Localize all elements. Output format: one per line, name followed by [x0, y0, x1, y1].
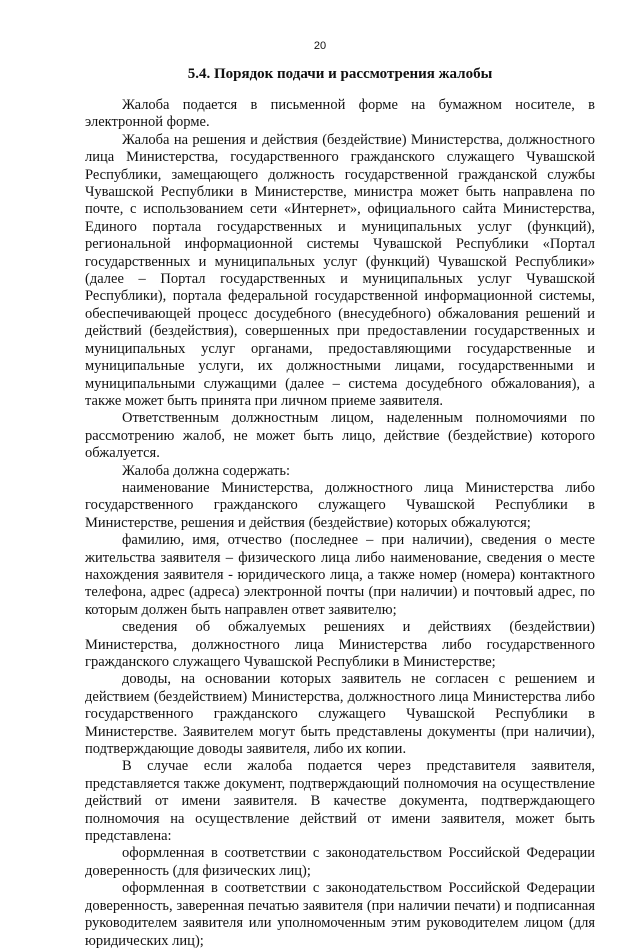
page-number: 20 — [313, 40, 327, 52]
body-text — [85, 97, 595, 950]
paragraph: доводы, на основании которых заявитель не согласен с решением и действием (бездействием) Министерства, должностного лица Министерства либо государственного гражданского служащего Чувашской Республики в Министерстве. Заявителем могут быть представлены документы (при наличии), подтверждающие доводы заявителя, либо их копии. — [85, 671, 595, 758]
paragraph: оформленная в соответствии с законодательством Российской Федерации доверенность (для физических лиц); — [85, 845, 595, 879]
paragraph: оформленная в соответствии с законодательством Российской Федерации доверенность, заверенная печатью заявителя (при наличии печати) и подписанная руководителем заявителя или уполномоченным этим руководителем лицом (для юридических лиц); — [85, 880, 595, 949]
paragraph: Жалоба на решения и действия (бездействие) Министерства, должностного лица Министерства, государственного гражданского служащего Чувашской Республики, замещающего должность государственной гражданской службы Чувашской Республики в Министерстве, министра может быть направлена по почте, с использованием сети «Интернет», официального сайта Министерства, Единого портала государственных и муниципальных услуг (функций), региональной информационной системы Чувашской Республики «Портал государственных и муниципальных услуг (функций) Чувашской Республики» (далее – Портал государственных и муниципальных услуг Чувашской Республики), портала федеральной государственной информационной системы, обеспечивающей процесс досудебного (внесудебного) обжалования решений и действий (бездействия), совершенных при предоставлении государственных и муниципальных услуг органами, предоставляющими государственные и муниципальные услуги, их должностными лицами, государственными и муниципальными служащими (далее – система досудебного обжалования), а также может быть принята при личном приеме заявителя. — [85, 131, 595, 409]
paragraph: В случае если жалоба подается через представителя заявителя, представляется также документ, подтверждающий полномочия на осуществление действий от имени заявителя. В качестве документа, подтверждающего полномочия на осуществление действий от имени заявителя, может быть представлена: — [85, 758, 595, 845]
paragraph: Ответственным должностным лицом, наделенным полномочиями по рассмотрению жалоб, не может быть лицо, действие (бездействие) которого обжалуется. — [85, 410, 595, 462]
paragraph: Жалоба должна содержать: — [122, 462, 291, 479]
paragraph: фамилию, имя, отчество (последнее – при наличии), сведения о месте жительства заявителя – физического лица либо наименование, сведения о месте нахождения заявителя - юридического лица, а также номер (номера) контактного телефона, адрес (адреса) электронной почты (при наличии) и почтовый адрес, по которым должен быть направлен ответ заявителю; — [85, 532, 595, 618]
section-heading: 5.4. Порядок подачи и рассмотрения жалобы — [187, 66, 493, 82]
paragraph: наименование Министерства, должностного лица Министерства либо государственного гражданского служащего Чувашской Республики в Министерстве, решения и действия (бездействие) которых обжалуются; — [85, 479, 595, 531]
paragraph: Жалоба подается в письменной форме на бумажном носителе, в электронной форме. — [85, 97, 595, 131]
paragraph: сведения об обжалуемых решениях и действиях (бездействии) Министерства, должностного лица Министерства либо государственного гражданского служащего Чувашской Республики в Министерстве; — [85, 619, 595, 670]
